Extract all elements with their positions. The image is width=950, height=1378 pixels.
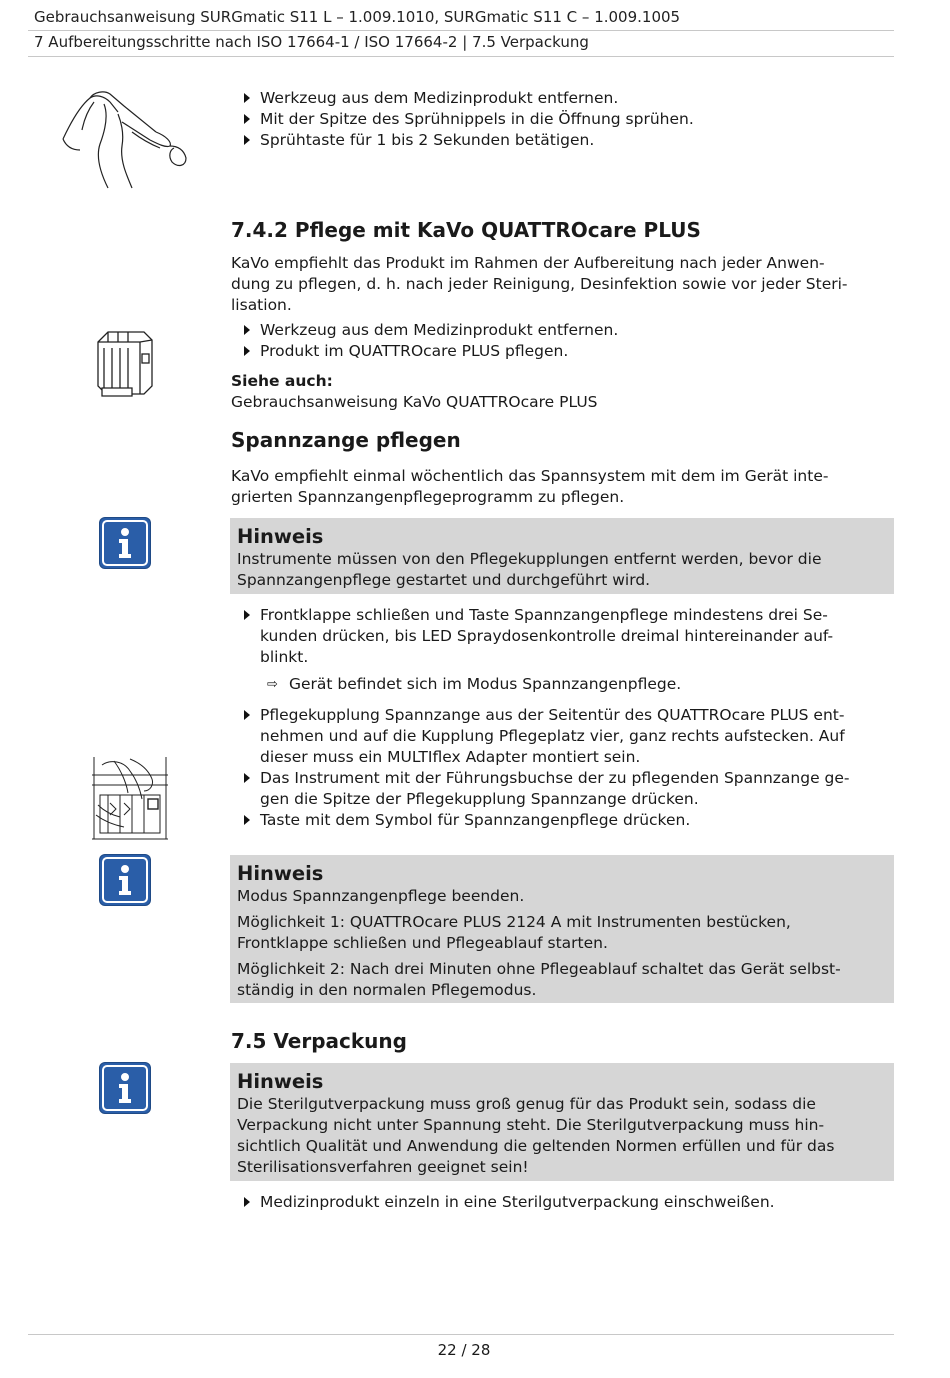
list-item: Sprühtaste für 1 bis 2 Sekunden betätigen. [231, 130, 894, 151]
note-line: Die Sterilgutverpackung muss groß genug für das Produkt sein, sodass die [237, 1095, 816, 1113]
note-box [230, 518, 894, 594]
see-also [231, 371, 894, 413]
list-item: Medizinprodukt einzeln in eine Sterilgutverpackung einschweißen. [231, 1192, 894, 1213]
list-item [231, 810, 894, 831]
note-box [230, 855, 894, 1003]
note-line: Möglichkeit 1: QUATTROcare PLUS 2124 A mit Instrumenten bestücken, [237, 913, 791, 931]
page-number: 22 / 28 [437, 1341, 491, 1359]
note-line: Modus Spannzangenpflege beenden. [237, 887, 525, 905]
note-title: Hinweis [237, 1070, 324, 1093]
step-line: nehmen und auf die Kupplung Pflegeplatz vier, ganz rechts aufstecken. Auf [260, 727, 845, 745]
section-heading: 7.5 Verpackung [231, 1029, 407, 1053]
note-line: Verpackung nicht unter Spannung steht. Die Sterilgutverpackung muss hin- [237, 1116, 825, 1134]
note-line: Möglichkeit 2: Nach drei Minuten ohne Pflegeablauf schaltet das Gerät selbst- [237, 960, 841, 978]
step-line: blinkt. [260, 648, 309, 666]
document-title: Gebrauchsanweisung SURGmatic S11 L – 1.009.1010, SURGmatic S11 C – 1.009.1005 [34, 8, 681, 26]
step-line: dieser muss ein MULTIflex Adapter montiert sein. [260, 748, 641, 766]
header-divider [28, 56, 894, 57]
list-item: Werkzeug aus dem Medizinprodukt entfernen. [231, 88, 894, 109]
list-item [231, 768, 894, 810]
spannzange-section [231, 428, 894, 452]
spannzange-step-1 [231, 605, 894, 668]
step-line: Pflegekupplung Spannzange aus der Seitentür des QUATTROcare PLUS ent- [260, 706, 845, 724]
paragraph-line: KaVo empfiehlt das Produkt im Rahmen der Aufbereitung nach jeder Anwen- [231, 254, 825, 272]
step-line: Frontklappe schließen und Taste Spannzangenpflege mindestens drei Se- [260, 606, 828, 624]
list-item: Produkt im QUATTROcare PLUS pflegen. [231, 341, 894, 362]
result-item [231, 674, 894, 695]
info-icon [100, 518, 150, 568]
see-also-label: Siehe auch: [231, 372, 333, 390]
result-text: Gerät befindet sich im Modus Spannzangenpflege. [289, 675, 682, 693]
section-742 [231, 218, 894, 242]
step-line: Das Instrument mit der Führungsbuchse der zu pflegenden Spannzange ge- [260, 769, 850, 787]
paragraph-line: grierten Spannzangenpflegeprogramm zu pflegen. [231, 488, 625, 506]
note-title: Hinweis [237, 525, 324, 548]
header-divider [28, 30, 894, 31]
coupling-hand-illustration [90, 755, 170, 845]
info-icon [100, 855, 150, 905]
spannzange-steps [231, 705, 894, 831]
note-title: Hinweis [237, 862, 324, 885]
see-also-reference: Gebrauchsanweisung KaVo QUATTROcare PLUS [231, 393, 598, 411]
footer-divider [28, 1334, 894, 1335]
note-line: Spannzangenpflege gestartet und durchgeführt wird. [237, 571, 651, 589]
list-item [231, 605, 894, 668]
info-icon [100, 1063, 150, 1113]
paragraph-line: lisation. [231, 296, 292, 314]
step-line: Taste mit dem Symbol für Spannzangenpflege drücken. [260, 811, 691, 829]
section-742-intro [231, 253, 894, 316]
paragraph-line: KaVo empfiehlt einmal wöchentlich das Spannsystem mit dem im Gerät inte- [231, 467, 829, 485]
step-line: kunden drücken, bis LED Spraydosenkontrolle dreimal hintereinander auf- [260, 627, 834, 645]
note-line: sichtlich Qualität und Anwendung die geltenden Normen erfüllen und für das [237, 1137, 835, 1155]
step-line: gen die Spitze der Pflegekupplung Spannzange drücken. [260, 790, 699, 808]
section-742-steps [231, 320, 894, 362]
section-heading: Spannzange pflegen [231, 428, 461, 452]
section-75 [231, 1029, 894, 1053]
spray-hand-illustration [60, 84, 192, 194]
spannzange-intro [231, 466, 894, 508]
note-line: Instrumente müssen von den Pflegekupplungen entfernt werden, bevor die [237, 550, 822, 568]
list-item: Mit der Spitze des Sprühnippels in die Öffnung sprühen. [231, 109, 894, 130]
result-arrow-icon: ⇨ [267, 677, 278, 692]
section-heading: 7.4.2 Pflege mit KaVo QUATTROcare PLUS [231, 218, 701, 242]
list-item [231, 705, 894, 768]
paragraph-line: dung zu pflegen, d. h. nach jeder Reinigung, Desinfektion sowie vor jeder Steri- [231, 275, 848, 293]
note-line: Sterilisationsverfahren geeignet sein! [237, 1158, 529, 1176]
quattrocare-device-illustration [94, 326, 156, 402]
note-line: ständig in den normalen Pflegemodus. [237, 981, 537, 999]
section-75-steps [231, 1192, 894, 1213]
spray-steps [231, 88, 894, 151]
note-line: Frontklappe schließen und Pflegeablauf starten. [237, 934, 608, 952]
note-box [230, 1063, 894, 1181]
breadcrumb: 7 Aufbereitungsschritte nach ISO 17664-1 / ISO 17664-2 | 7.5 Verpackung [34, 33, 589, 51]
list-item: Werkzeug aus dem Medizinprodukt entfernen. [231, 320, 894, 341]
